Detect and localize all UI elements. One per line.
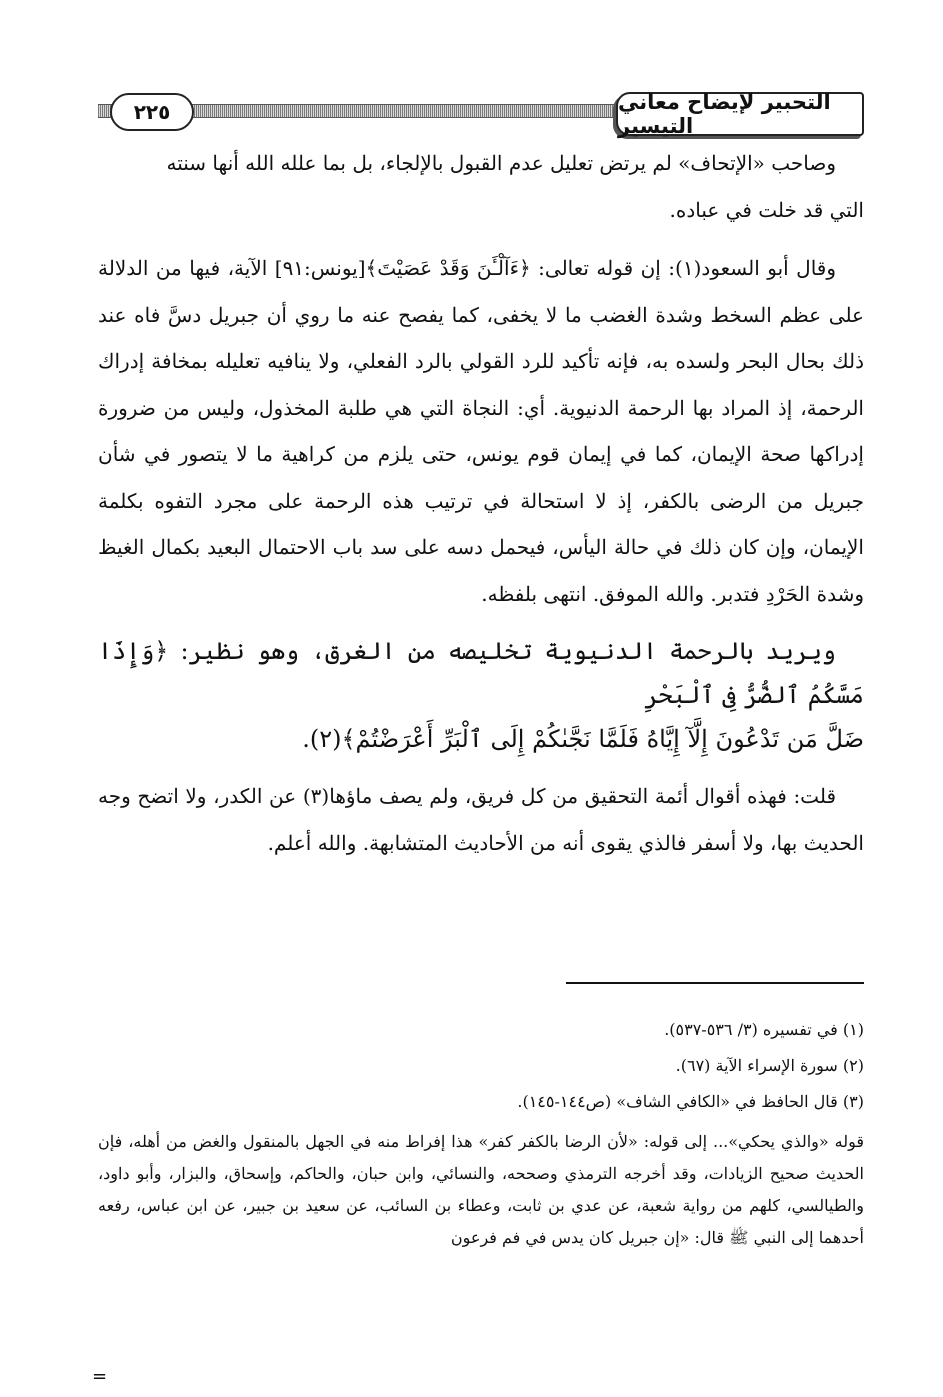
paragraph-1-line-1: وصاحب «الإتحاف» لم يرتض تعليل عدم القبول بالإلجاء، بل بما علله الله أنها سنته [166, 151, 836, 175]
paragraph-4: قلت: فهذه أقوال أئمة التحقيق من كل فريق، ولم يصف ماؤها(٣) عن الكدر، ولا اتضح وجه الحديث بها، ولا أسفر فالذي يقوى أنه من الأحاديث المتشابهة. والله أعلم. [98, 784, 864, 855]
page-header [98, 92, 864, 140]
main-text [98, 140, 864, 866]
footnote-3: (٣) قال الحافظ في «الكافي الشاف» (ص١٤٤-١٤٥). [517, 1092, 864, 1111]
footnote-commentary: قوله «والذي يحكي»... إلى قوله: «لأن الرضا بالكفر كفر» هذا إفراط منه في الجهل بالمنقول والغض من أهله، فإن الحديث صحيح الزيادات، وقد أخرجه الترمذي وصححه، والنسائي، وابن حبان، والحاكم، وإسحاق، والبزار، وأبو داود، والطيالسي، كلهم من رواية شعبة، عن عدي بن ثابت، وعطاء بن السائب، عن سعيد بن جبير، عن ابن عباس، رفعه أحدهما إلى النبي ﷺ قال: «إن جبريل كان يدس في فم فرعون [98, 1132, 864, 1247]
book-title: التحبير لإيضاح معاني التيسير [616, 92, 864, 136]
footnote-separator [566, 982, 864, 984]
continuation-mark: = [92, 1366, 108, 1387]
paragraph-3-quran-line-1: ويريد بالرحمة الدنيوية تخليصه من الغرق، وهو نظير: ﴿وَإِذَا مَسَّكُمُ ٱلضُّرُّ فِى ٱلْبَحْرِ [98, 637, 864, 709]
paragraph-2: وقال أبو السعود(١): إن قوله تعالى: ﴿ءَآلْـَٔنَ وَقَدْ عَصَيْتَ﴾[يونس:٩١] الآية، فيها من الدلالة على عظم السخط وشدة الغضب ما لا يخفى، كما يفصح عنه ما روي أن جبريل دسَّ فاه عند ذلك بحال البحر ولسده به، فإنه تأكيد للرد القولي بالرد الفعلي، ولا ينافيه تعليله بمخافة إدراك الرحمة، إذ المراد بها الرحمة الدنيوية. أي: النجاة التي هي طلبة المخذول، وليس من ضرورة إدراكها صحة الإيمان، كما في إيمان قوم يونس، حتى يلزم من كراهية ما لا يتصور في شأن جبريل من الرضى بالكفر، إذ لا استحالة في ترتيب هذه الرحمة على مجرد التفوه بكلمة الإيمان، وإن كان ذلك في حالة اليأس، فيحمل دسه على سد باب الاحتمال البعيد بكمال الغيظ وشدة الحَرْدِ فتدبر. والله الموفق. انتهى بلفظه. [98, 256, 864, 606]
footnotes [98, 1012, 864, 1254]
paragraph-1-line-2: التي قد خلت في عباده. [669, 197, 864, 222]
footnote-1: (١) في تفسيره (٣/ ٥٣٦-٥٣٧). [664, 1020, 864, 1039]
footnote-2: (٢) سورة الإسراء الآية (٦٧). [675, 1056, 864, 1075]
paragraph-3-quran-line-2: ضَلَّ مَن تَدْعُونَ إِلَّآ إِيَّاهُ فَلَمَّا نَجَّىٰكُمْ إِلَى ٱلْبَرِّ أَعْرَضْتُمْ﴾(٢). [302, 725, 864, 753]
page-number: ٢٢٥ [110, 93, 194, 131]
